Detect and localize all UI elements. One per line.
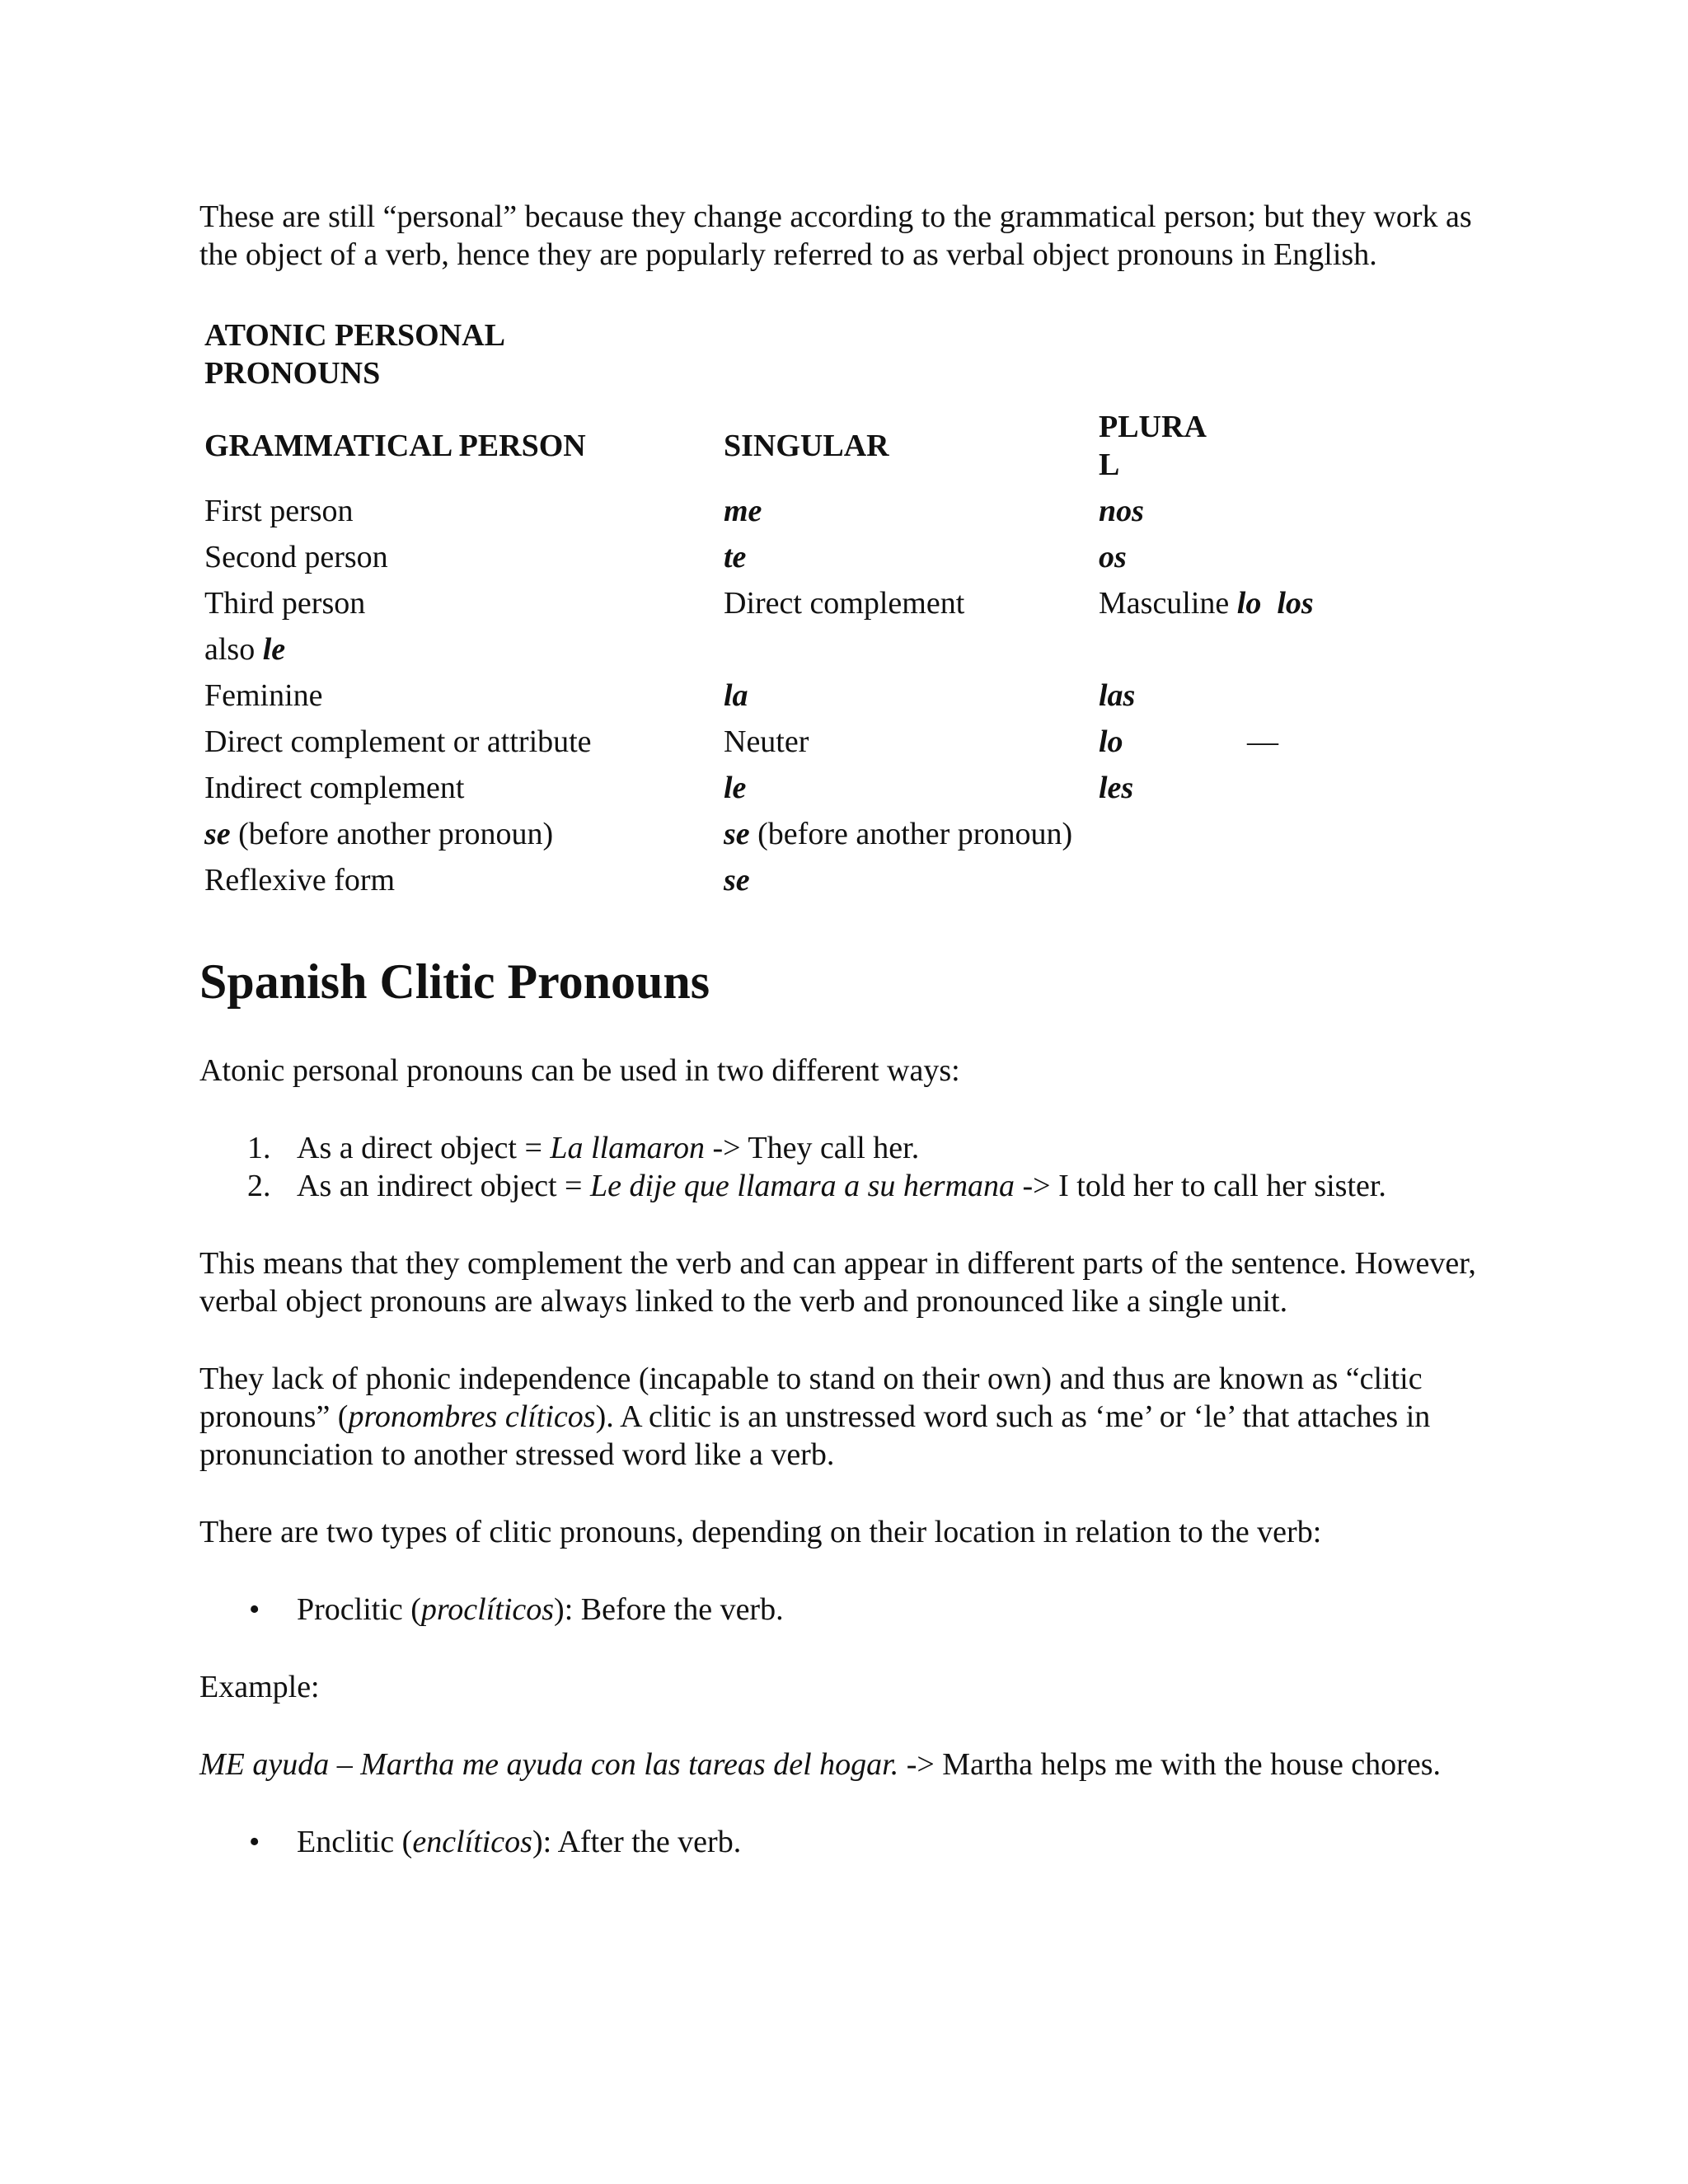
example-spanish: ME ayuda – Martha me ayuda con las tareas del hogar. — [199, 1747, 899, 1782]
intro-paragraph: These are still “personal” because they change according to the grammatical person; but they work as the object of a verb, hence they are popularly referred to as verbal object pronouns in English. — [199, 199, 1472, 272]
list-text: ): After the verb. — [532, 1825, 742, 1859]
clitic-term: pronombres clíticos — [348, 1399, 596, 1434]
plural-lo: lo — [1236, 586, 1262, 621]
se-pronoun: se — [724, 817, 750, 851]
row-singular: Direct complement — [724, 586, 965, 621]
term: enclíticos — [412, 1825, 532, 1859]
list-translation: -> They call her. — [704, 1131, 920, 1165]
document-page — [199, 198, 1502, 1861]
header-person: GRAMMATICAL PERSON — [204, 429, 586, 463]
row-plural: les — [1099, 771, 1134, 805]
row-label: First person — [204, 494, 354, 528]
row-label — [204, 626, 1358, 673]
spanish-example: Le dije que llamara a su hermana — [589, 1169, 1015, 1203]
list-number: 1. — [247, 1131, 271, 1165]
table-row — [204, 673, 1358, 719]
row-singular: te — [724, 540, 747, 574]
section-heading: Spanish Clitic Pronouns — [199, 954, 710, 1009]
row-plural — [1099, 580, 1358, 626]
table-row — [204, 626, 1358, 673]
bullet-icon: • — [249, 1592, 260, 1627]
ways-paragraph: Atonic personal pronouns can be used in two different ways: — [199, 1053, 960, 1088]
types-paragraph: There are two types of clitic pronouns, depending on their location in relation to the verb: — [199, 1515, 1322, 1549]
row-plural: nos — [1099, 494, 1144, 528]
table-row — [204, 811, 1358, 857]
row-label: Third person — [204, 586, 366, 621]
list-text: ): Before the verb. — [554, 1592, 784, 1627]
list-translation: -> I told her to call her sister. — [1015, 1169, 1386, 1203]
row-label: Second person — [204, 540, 388, 574]
list-text: Enclitic ( — [297, 1825, 413, 1859]
se-pronoun: se — [204, 817, 231, 851]
table-row — [204, 534, 1358, 580]
also-value: le — [262, 632, 286, 667]
row-singular: me — [724, 494, 762, 528]
row-label: Feminine — [204, 678, 323, 713]
example-label: Example: — [199, 1670, 320, 1704]
clitic-text: ). A clitic is an unstressed word such as ‘me’ or ‘le’ that attaches in pronunciation to another stressed word like a verb. — [199, 1399, 1431, 1472]
list-item — [199, 1167, 1502, 1205]
header-singular: SINGULAR — [724, 429, 889, 463]
table-row — [204, 719, 1358, 765]
row-label: Indirect complement — [204, 771, 465, 805]
row-label — [204, 811, 724, 857]
table-row — [204, 580, 1358, 626]
bullet-icon: • — [249, 1825, 260, 1859]
row-plural: lo — [1099, 724, 1123, 759]
example-translation: -> Martha helps me with the house chores. — [898, 1747, 1441, 1782]
also-prefix: also — [204, 632, 263, 667]
table-row — [204, 765, 1358, 811]
list-item — [199, 1823, 1502, 1861]
row-label: Direct complement or attribute — [204, 724, 592, 759]
list-item — [199, 1129, 1502, 1167]
header-plural: PLURAL — [1099, 410, 1207, 482]
ways-list — [199, 1129, 1502, 1205]
means-paragraph: This means that they complement the verb and can appear in different parts of the sentence. However, verbal object pronouns are always linked to the verb and pronounced like a single unit. — [199, 1246, 1476, 1319]
term: proclíticos — [420, 1592, 555, 1627]
row-singular: se — [724, 863, 750, 898]
list-text: As a direct object = — [297, 1131, 551, 1165]
table-row — [204, 857, 1358, 903]
clitic-paragraph — [199, 1360, 1502, 1474]
clitic-text: They lack of phonic independence (incapable to stand on their own) and thus are known as “clitic pronouns” ( — [199, 1361, 1423, 1434]
list-text: As an indirect object = — [297, 1169, 590, 1203]
spanish-example: La llamaron — [550, 1131, 705, 1165]
plural-prefix: Masculine — [1099, 586, 1237, 621]
list-number: 2. — [247, 1169, 271, 1203]
list-text: Proclitic ( — [297, 1592, 421, 1627]
row-plural: las — [1099, 678, 1136, 713]
table-row — [204, 488, 1358, 534]
row-singular: le — [724, 771, 747, 805]
row-singular — [724, 811, 1358, 857]
row-singular: Neuter — [724, 724, 809, 759]
table-title: ATONIC PERSONAL PRONOUNS — [204, 318, 504, 391]
proclitic-list — [199, 1591, 1502, 1629]
row-plural: os — [1099, 540, 1127, 574]
row-extra: — — [1247, 724, 1278, 759]
list-item — [199, 1591, 1502, 1629]
table-header-row — [204, 404, 1358, 488]
example-paragraph — [199, 1746, 1502, 1783]
row-singular: la — [724, 678, 748, 713]
se-note: (before another pronoun) — [230, 817, 554, 851]
row-label: Reflexive form — [204, 863, 396, 898]
pronoun-table — [204, 404, 1358, 903]
enclitic-list — [199, 1823, 1502, 1861]
se-note: (before another pronoun) — [749, 817, 1073, 851]
plural-los: los — [1277, 586, 1314, 621]
